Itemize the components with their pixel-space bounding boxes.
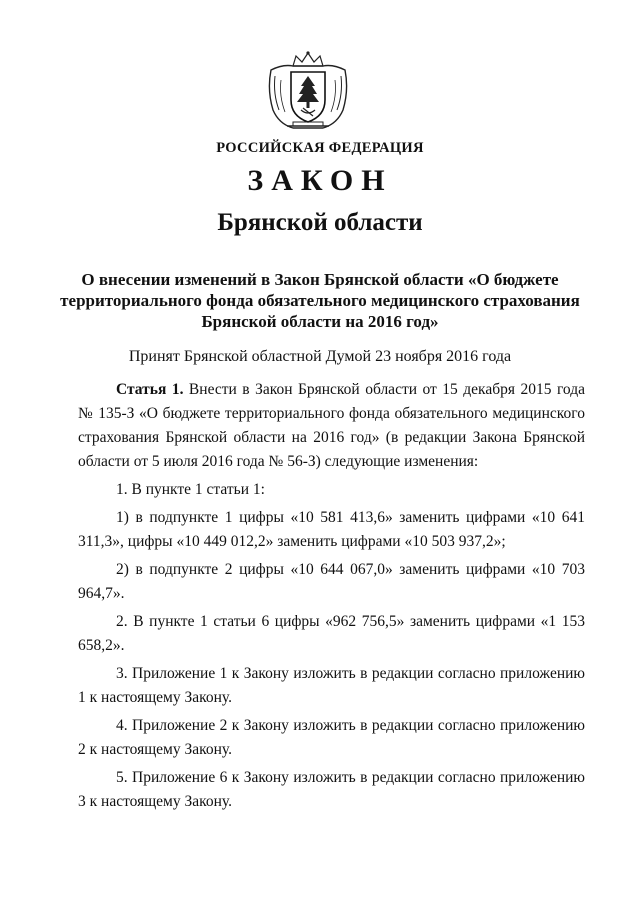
law-body: [78, 378, 585, 814]
item-4: 4. Приложение 2 к Закону изложить в редакции согласно приложению 2 к настоящему Закону.: [78, 717, 585, 758]
article-1-text: Внести в Закон Брянской области от 15 декабря 2015 года № 135-З «О бюджете территориального фонда обязательного медицинского страхования Брянской области на 2016 год» (в редакции Закона Брянской области от 5 июля 2016 года № 56-З) следующие изменения:: [78, 381, 585, 470]
item-5: 5. Приложение 6 к Закону изложить в редакции согласно приложению 3 к настоящему Закону.: [78, 769, 585, 810]
federation-heading: РОССИЙСКАЯ ФЕДЕРАЦИЯ: [216, 140, 424, 156]
law-title: О внесении изменений в Закон Брянской области «О бюджете территориального фонда обязательного медицинского страхования Брянской области на 2016 год»: [60, 270, 580, 331]
item-1-sub-2: 2) в подпункте 2 цифры «10 644 067,0» заменить цифрами «10 703 964,7».: [78, 561, 585, 602]
region-heading: Брянской области: [217, 209, 423, 236]
law-heading: ЗАКОН: [247, 164, 393, 197]
coat-of-arms-icon: [263, 50, 353, 132]
item-1-sub-1: 1) в подпункте 1 цифры «10 581 413,6» заменить цифрами «10 641 311,3», цифры «10 449 012,2» заменить цифрами «10 503 937,2»;: [78, 509, 585, 550]
item-3: 3. Приложение 1 к Закону изложить в редакции согласно приложению 1 к настоящему Закону.: [78, 665, 585, 706]
article-1: [78, 378, 585, 474]
adoption-line: Принят Брянской областной Думой 23 ноября 2016 года: [128, 348, 512, 365]
article-1-label: Статья 1.: [116, 381, 184, 398]
item-2: 2. В пункте 1 статьи 6 цифры «962 756,5» заменить цифрами «1 153 658,2».: [78, 613, 585, 654]
item-1: 1. В пункте 1 статьи 1:: [116, 481, 265, 498]
